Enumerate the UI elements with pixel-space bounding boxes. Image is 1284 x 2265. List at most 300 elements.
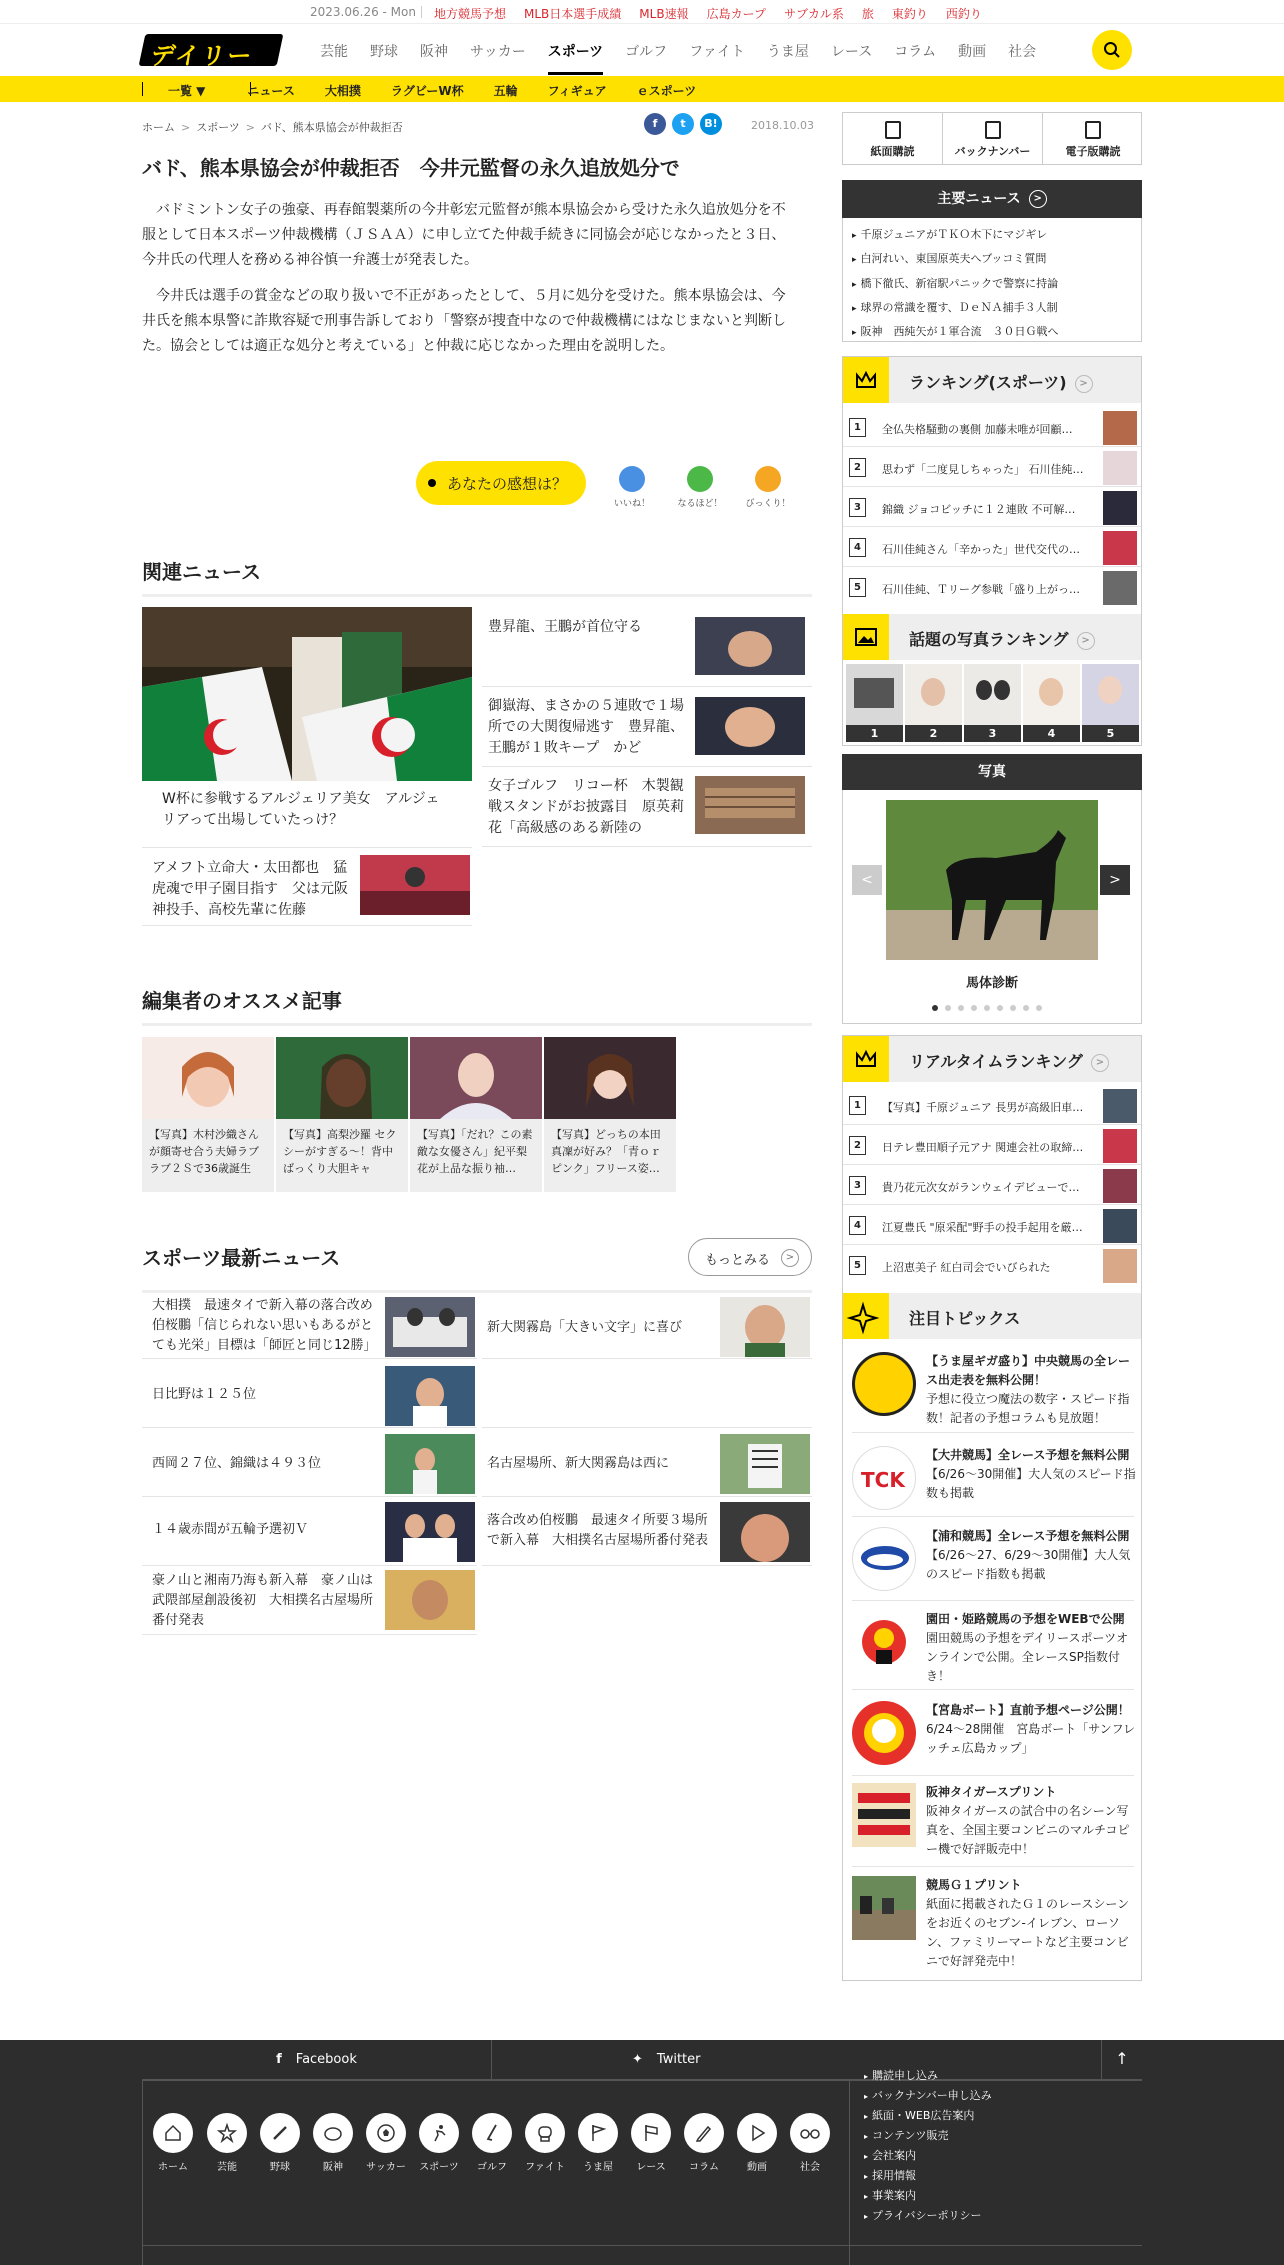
divider xyxy=(142,2245,1142,2246)
ranking-item[interactable] xyxy=(843,569,1141,607)
baseball-bat-icon xyxy=(260,2113,300,2153)
divider xyxy=(142,1634,477,1635)
tiger-icon xyxy=(313,2113,353,2153)
divider xyxy=(142,1358,477,1359)
topic-item[interactable] xyxy=(852,1783,1134,1856)
back-number-button[interactable] xyxy=(943,113,1043,164)
topic-desc: 予想に役立つ魔法の数字・スピード指数！記者の予想コラムも見放題！ xyxy=(926,1392,1130,1425)
nav-item-active[interactable]: スポーツ xyxy=(548,41,603,61)
search-button[interactable] xyxy=(1092,30,1132,70)
divider xyxy=(852,1775,1134,1776)
recommend-title: 【写真】木村沙織さんが顔寄せ合う夫婦ラブラブ２Ｓで36歳誕生 xyxy=(149,1128,259,1175)
footer-icon-home[interactable] xyxy=(153,2113,193,2173)
topic-item[interactable] xyxy=(852,1610,1134,1683)
top-link[interactable]: 東釣り xyxy=(891,7,928,21)
related-thumbnail[interactable] xyxy=(695,776,805,834)
like-reaction[interactable] xyxy=(607,466,657,509)
divider xyxy=(852,1866,1134,1867)
related-thumbnail[interactable] xyxy=(360,855,470,915)
divider xyxy=(142,2080,1142,2081)
footer-link[interactable]: ▸ 事業案内 xyxy=(864,2187,916,2203)
ranking-title: 石川佳純さん「辛かった」世代交代の… xyxy=(882,543,1080,556)
related-thumbnail[interactable] xyxy=(695,697,805,755)
footer-icon-label: サッカー xyxy=(366,2162,406,2173)
divider xyxy=(142,847,472,848)
photo-thumbnail xyxy=(905,664,962,725)
footer-icon-label: レース xyxy=(636,2162,666,2173)
realtime-ranking-heading[interactable] xyxy=(843,1036,1141,1082)
photo-rank-number: 5 xyxy=(1082,725,1139,742)
top-links xyxy=(434,5,1000,22)
recommend-card[interactable] xyxy=(410,1037,542,1192)
breadcrumb-current: バド、熊本県協会が仲裁拒否 xyxy=(261,121,403,134)
divider xyxy=(849,2080,850,2265)
subnav-item[interactable]: ラグビーW杯 xyxy=(390,84,464,98)
digital-subscribe-button[interactable] xyxy=(1043,113,1143,164)
photo-heading: 写真 xyxy=(842,754,1142,790)
search-icon xyxy=(1103,41,1121,59)
recommend-card[interactable] xyxy=(276,1037,408,1192)
realtime-ranking-item[interactable] xyxy=(843,1167,1141,1205)
rank-number: 3 xyxy=(849,1176,866,1195)
topic-desc: 【6/26〜27、6/29〜30開催】大人気のスピード指数も掲載 xyxy=(926,1548,1131,1581)
list-menu-button[interactable]: 一覧 ▼ xyxy=(168,84,206,98)
nav-item[interactable]: コラム xyxy=(894,44,937,60)
rank-number: 3 xyxy=(849,498,866,517)
footer-icon-label: 阪神 xyxy=(323,2162,343,2173)
arrow-right-icon: > xyxy=(1091,1054,1109,1072)
book-icon xyxy=(885,121,901,139)
latest-article-title[interactable]: 大相撲 最速タイで新入幕の落合改め伯桜鵬「信じられない思いもあるがとても光栄」目標は「師匠と同じ12勝」 xyxy=(152,1298,377,1353)
recommend-image xyxy=(276,1037,408,1119)
logo-text: デイリー xyxy=(148,42,256,70)
subnav-item[interactable]: 大相撲 xyxy=(324,84,361,98)
topic-title: 阪神タイガースプリント xyxy=(926,1785,1057,1799)
ranking-thumbnail xyxy=(1103,411,1137,445)
main-news-heading[interactable] xyxy=(842,180,1142,218)
footer-icon-label: ファイト xyxy=(525,2162,565,2173)
photo-ranking-item[interactable] xyxy=(846,664,903,742)
photo-rank-number: 4 xyxy=(1023,725,1080,742)
heading-label: リアルタイムランキング xyxy=(909,1052,1083,1071)
more-label: もっとみる xyxy=(705,1253,771,1268)
realtime-ranking-item[interactable] xyxy=(843,1127,1141,1165)
button-label: バックナンバー xyxy=(954,145,1031,158)
latest-thumbnail[interactable] xyxy=(385,1297,475,1357)
ranking-thumbnail xyxy=(1103,1249,1137,1283)
footer-icon-label: うま屋 xyxy=(583,2162,613,2173)
realtime-ranking-item[interactable] xyxy=(843,1247,1141,1285)
subnav-item[interactable]: ニュース xyxy=(247,84,295,98)
photo-ranking-item[interactable] xyxy=(964,664,1021,742)
back-to-top-button[interactable]: ↑ xyxy=(1102,2040,1142,2080)
footer-icon-column[interactable] xyxy=(684,2113,724,2173)
footer-icon-soccer[interactable] xyxy=(366,2113,406,2173)
button-label: 電子版購読 xyxy=(1065,145,1121,158)
photo-rank-number: 2 xyxy=(905,725,962,742)
latest-article-title[interactable]: 西岡２７位、錦織は４９３位 xyxy=(152,1456,322,1471)
topic-title: 【うま屋ギガ盛り】中央競馬の全レース出走表を無料公開！ xyxy=(926,1354,1131,1387)
recommend-heading: 編集者のオススメ記事 xyxy=(142,985,812,1026)
umaya-logo xyxy=(852,1352,916,1416)
ranking-thumbnail xyxy=(1103,1169,1137,1203)
ranking-item[interactable] xyxy=(843,409,1141,447)
chevron-right-icon: > xyxy=(181,121,191,134)
chevron-right-icon: > xyxy=(245,121,255,134)
divider xyxy=(142,1496,477,1497)
footer-icon-label: 芸能 xyxy=(217,2162,237,2173)
footer-link[interactable]: ▸ 採用情報 xyxy=(864,2167,916,2183)
footer-icon-society[interactable] xyxy=(790,2113,830,2173)
footer-icon-race[interactable] xyxy=(631,2113,671,2173)
rank-number: 2 xyxy=(849,458,866,477)
footer-icon-fight[interactable] xyxy=(525,2113,565,2173)
footer-icon-sports[interactable] xyxy=(419,2113,459,2173)
top-link[interactable]: MLB速報 xyxy=(639,7,689,21)
ranking-thumbnail xyxy=(1103,571,1137,605)
current-date: 2023.06.26 - Mon xyxy=(310,5,416,19)
ranking-title: 【写真】千原ジュニア 長男が高級旧車… xyxy=(882,1101,1084,1114)
flag-icon xyxy=(578,2113,618,2153)
arrow-right-icon: > xyxy=(1077,632,1095,650)
main-news-item[interactable]: ▸ 阪神 西純矢が１軍合流 ３０日Ｇ戦へ xyxy=(852,323,1059,339)
nav-item[interactable]: 芸能 xyxy=(320,44,348,60)
boxing-glove-icon xyxy=(525,2113,565,2153)
divider xyxy=(482,686,812,687)
latest-thumbnail[interactable] xyxy=(385,1434,475,1494)
related-article-title[interactable]: 女子ゴルフ リコー杯 木製観戦スタンドがお披露目 原英莉花「高級感のある新陸の xyxy=(488,778,684,836)
facebook-icon: f xyxy=(276,2052,282,2067)
footer-icon-label: コラム xyxy=(689,2162,719,2173)
top-link[interactable]: サブカル系 xyxy=(783,7,844,21)
topic-title: 【大井競馬】全レース予想を無料公開 xyxy=(926,1448,1130,1462)
twitter-link[interactable] xyxy=(492,2040,1102,2080)
facebook-link[interactable] xyxy=(142,2040,492,2080)
divider xyxy=(482,766,812,767)
ranking-title: 貴乃花元次女がランウェイデビューで… xyxy=(882,1181,1080,1194)
heading-label: 注目トピックス xyxy=(909,1309,1021,1328)
divider xyxy=(142,1565,477,1566)
nav-item[interactable]: 動画 xyxy=(958,44,987,60)
divider xyxy=(142,2080,143,2265)
topic-item[interactable] xyxy=(852,1701,1134,1767)
divider xyxy=(852,1516,1134,1517)
impression-prompt xyxy=(416,461,586,505)
heading-label: ランキング(スポーツ) xyxy=(909,373,1067,392)
category-subnav xyxy=(0,76,1284,102)
sonoda-logo xyxy=(852,1610,916,1674)
latest-article-title[interactable]: 日比野は１２５位 xyxy=(152,1387,257,1402)
site-logo[interactable] xyxy=(139,34,284,70)
algeria-fans-photo xyxy=(142,607,472,781)
related-main-title[interactable]: W杯に参戦するアルジェリア美女 アルジェリアって出場していたっけ？ xyxy=(162,791,440,828)
recommend-image xyxy=(142,1037,274,1119)
latest-thumbnail[interactable] xyxy=(720,1297,810,1357)
top-link[interactable]: MLB日本選手成績 xyxy=(524,7,622,21)
subnav-item[interactable]: ｅスポーツ xyxy=(636,84,697,98)
ranking-thumbnail xyxy=(1103,1209,1137,1243)
latest-thumbnail[interactable] xyxy=(720,1502,810,1562)
topic-title: 競馬Ｇ１プリント xyxy=(926,1878,1022,1892)
ranking-title: 思わず「二度見しちゃった」 石川佳純… xyxy=(882,463,1084,476)
nav-item[interactable]: うま屋 xyxy=(766,44,809,60)
tigers-print-image xyxy=(852,1783,916,1847)
divider xyxy=(852,1689,1134,1690)
footer-icon-video[interactable] xyxy=(737,2113,777,2173)
divider xyxy=(482,846,812,847)
latest-article-title[interactable]: 豪ノ山と湘南乃海も新入幕 豪ノ山は武隈部屋創設後初 大相撲名古屋場所番付発表 xyxy=(152,1573,374,1628)
main-news-item[interactable]: ▸ 球界の常識を覆す、ＤｅＮＡ捕手３人制 xyxy=(852,299,1058,315)
rank-number: 1 xyxy=(849,1096,866,1115)
horse-photo[interactable] xyxy=(886,800,1098,960)
footer-icon-label: 動画 xyxy=(747,2162,767,2173)
related-thumbnail[interactable] xyxy=(695,617,805,675)
related-article-title[interactable]: 御嶽海、まさかの５連敗で１場所での大関復帰逃す 豊昇龍、王鵬が１敗キープ かど xyxy=(488,698,684,756)
nav-item[interactable]: ファイト xyxy=(689,44,745,60)
reaction-label: いいね！ xyxy=(613,499,650,509)
photo-thumbnail xyxy=(1082,664,1139,725)
related-main-image[interactable] xyxy=(142,607,472,781)
ranking-thumbnail xyxy=(1103,531,1137,565)
recommend-image xyxy=(410,1037,542,1119)
topic-title: 【宮島ボート】直前予想ページ公開！ xyxy=(926,1703,1130,1717)
ranking-title: 全仏失格騒動の裏側 加藤未唯が回顧… xyxy=(882,423,1073,436)
footer-link[interactable]: ▸ コンテンツ販売 xyxy=(864,2127,948,2143)
main-news-item[interactable]: ▸ 橋下徹氏、新宿駅パニックで警察に持論 xyxy=(852,275,1058,291)
recommend-card[interactable] xyxy=(142,1037,274,1192)
newspaper-icon xyxy=(985,121,1001,139)
golf-club-icon xyxy=(472,2113,512,2153)
photo-prev-button[interactable]: < xyxy=(852,865,882,895)
latest-thumbnail[interactable] xyxy=(385,1502,475,1562)
runner-icon xyxy=(419,2113,459,2153)
reaction-label: なるほど！ xyxy=(677,499,723,509)
footer-icon-label: ホーム xyxy=(158,2162,188,2173)
social-label: Twitter xyxy=(656,2052,701,2067)
paper-subscribe-button[interactable] xyxy=(843,113,943,164)
divider xyxy=(482,1496,812,1497)
subnav-item[interactable]: 五輪 xyxy=(493,84,518,98)
footer-icon-label: ゴルフ xyxy=(477,2162,507,2173)
checkered-flag-icon xyxy=(631,2113,671,2153)
site-header xyxy=(0,24,1284,76)
footer-link[interactable]: ▸ 紙面・WEB広告案内 xyxy=(864,2107,974,2123)
sparkle-icon xyxy=(843,1293,889,1339)
ranking-item[interactable] xyxy=(843,449,1141,487)
rank-number: 1 xyxy=(849,418,866,437)
smile-icon xyxy=(687,466,713,492)
realtime-ranking-item[interactable] xyxy=(843,1087,1141,1125)
svg-text:TCK: TCK xyxy=(861,1468,905,1492)
rank-number: 5 xyxy=(849,1256,866,1275)
footer-link[interactable]: ▸ プライバシーポリシー xyxy=(864,2207,981,2223)
footer-icon-baseball[interactable] xyxy=(260,2113,300,2173)
main-news-item[interactable]: ▸ 千原ジュニアがＴＫＯ木下にマジギレ xyxy=(852,226,1047,242)
breadcrumb-sports[interactable]: スポーツ xyxy=(196,121,240,134)
surprise-reaction[interactable] xyxy=(743,466,793,509)
crown-icon xyxy=(843,357,889,403)
latest-news-heading: スポーツ最新ニュース xyxy=(142,1246,341,1270)
ranking-item[interactable] xyxy=(843,529,1141,567)
related-article-title[interactable]: アメフト立命大・太田都也 猛虎魂で甲子園目指す 父は元阪神投手、高校先輩に佐藤 xyxy=(152,860,348,918)
footer-icon-label: 社会 xyxy=(800,2162,820,2173)
latest-article-title[interactable]: 新大関霧島「大きい文字」に喜び xyxy=(487,1320,683,1335)
recommend-title: 【写真】「だれ？この素敵な女優さん」紀平梨花が上品な振り袖… xyxy=(417,1128,533,1175)
top-link[interactable]: 広島カープ xyxy=(706,7,766,21)
topics-heading xyxy=(843,1293,1141,1339)
twitter-icon: ✦ xyxy=(632,2052,643,2067)
heading-label: 主要ニュース xyxy=(937,191,1021,207)
nav-item[interactable]: 社会 xyxy=(1008,44,1037,60)
ranking-item[interactable] xyxy=(843,489,1141,527)
subnav-items xyxy=(142,82,726,99)
social-label: Facebook xyxy=(295,2052,357,2067)
photo-thumbnail xyxy=(1023,664,1080,725)
top-link[interactable]: 旅 xyxy=(861,7,874,21)
urawa-logo xyxy=(852,1527,916,1591)
divider xyxy=(142,1290,812,1293)
footer-link[interactable]: ▸ 購読申し込み xyxy=(864,2067,938,2083)
footer-icon-umaya[interactable] xyxy=(578,2113,618,2173)
latest-thumbnail[interactable] xyxy=(385,1570,475,1630)
image-icon xyxy=(843,614,889,660)
recommend-title: 【写真】高梨沙羅 セクシーがすぎる〜！背中ばっくり大胆キャ xyxy=(283,1128,397,1175)
topic-item[interactable] xyxy=(852,1446,1134,1506)
photo-rank-number: 3 xyxy=(964,725,1021,742)
latest-article-title[interactable]: １４歳赤間が五輪予選初Ｖ xyxy=(152,1522,309,1537)
recommend-image xyxy=(544,1037,676,1119)
footer-link[interactable]: ▸ バックナンバー申し込み xyxy=(864,2087,992,2103)
topic-desc: 【6/26〜30開催】大人気のスピード指数も掲載 xyxy=(926,1467,1136,1500)
topic-desc: 阪神タイガースの試合中の名シーン写真を、全国主要コンビニのマルチコピー機で好評販売中！ xyxy=(926,1804,1130,1856)
related-news-heading: 関連ニュース xyxy=(142,556,812,597)
publish-date: 2018.10.03 xyxy=(751,119,814,132)
heading-label: 話題の写真ランキング xyxy=(909,630,1069,649)
photo-next-button[interactable]: > xyxy=(1100,865,1130,895)
arrow-right-icon: > xyxy=(1029,190,1047,208)
divider xyxy=(482,1358,812,1359)
nav-item[interactable]: レース xyxy=(830,44,873,60)
latest-article-title[interactable]: 名古屋場所、新大関霧島は西に xyxy=(487,1456,670,1471)
related-article-title[interactable]: 豊昇龍、王鵬が首位守る xyxy=(488,619,642,635)
footer-icon-entertainment[interactable] xyxy=(207,2113,247,2173)
thumbs-up-icon xyxy=(619,466,645,492)
breadcrumb-home[interactable]: ホーム xyxy=(142,121,175,134)
divider xyxy=(852,1600,1134,1601)
play-icon xyxy=(737,2113,777,2153)
topic-item[interactable] xyxy=(852,1876,1134,1966)
divider xyxy=(852,1432,1134,1433)
nav-item[interactable]: サッカー xyxy=(470,44,526,60)
recommend-title: 【写真】どっちの本田真凜が好み？「青ｏｒピンク」フリース姿… xyxy=(551,1128,661,1175)
glasses-icon xyxy=(790,2113,830,2153)
topic-desc: 紙面に掲載されたＧ１のレースシーンをお近くのセブン-イレブン、ローソン、ファミリーマートなど主要コンビニで好評発売中！ xyxy=(926,1897,1130,1968)
realtime-ranking-item[interactable] xyxy=(843,1207,1141,1245)
latest-article-title[interactable]: 落合改め伯桜鵬 最速タイ所要３場所で新入幕 大相撲名古屋場所番付発表 xyxy=(487,1513,709,1548)
photo-ranking-item[interactable] xyxy=(1082,664,1139,742)
nav-item[interactable]: ゴルフ xyxy=(625,44,668,60)
rank-number: 4 xyxy=(849,538,866,557)
ranking-title: 上沼恵美子 紅白司会でいびられた xyxy=(882,1261,1051,1274)
top-link[interactable]: 西釣り xyxy=(945,7,982,21)
top-link[interactable]: 地方競馬予想 xyxy=(434,7,507,21)
photo-rank-number: 1 xyxy=(846,725,903,742)
reaction-label: びっくり！ xyxy=(745,499,791,509)
ranking-thumbnail xyxy=(1103,1089,1137,1123)
divider xyxy=(482,1565,812,1566)
photo-ranking-item[interactable] xyxy=(905,664,962,742)
footer-link[interactable]: ▸ 会社案内 xyxy=(864,2147,916,2163)
recommend-card[interactable] xyxy=(544,1037,676,1192)
nav-item[interactable]: 野球 xyxy=(370,44,398,60)
footer-icon-golf[interactable] xyxy=(472,2113,512,2173)
photo-ranking-heading[interactable] xyxy=(843,614,1141,660)
subnav-item[interactable]: フィギュア xyxy=(547,84,607,98)
latest-thumbnail[interactable] xyxy=(385,1366,475,1426)
carousel-dots[interactable] xyxy=(932,1000,1052,1006)
rank-number: 5 xyxy=(849,578,866,597)
footer-icon-hanshin[interactable] xyxy=(313,2113,353,2173)
miyajima-boat-logo xyxy=(852,1701,916,1765)
pen-icon xyxy=(684,2113,724,2153)
arrow-right-icon: > xyxy=(781,1249,799,1267)
arrow-right-icon: > xyxy=(1075,375,1093,393)
main-nav xyxy=(320,41,1058,61)
article-paragraph: バドミントン女子の強豪、再春館製薬所の今井彰宏元監督が熊本県協会から受けた永久追放処分を不服として日本スポーツ仲裁機構（ＪＳＡＡ）に申し立てた仲裁手続きに同協会が応じなかったと３日、今井氏の代理人を務める神谷慎一弁護士が発表した。 xyxy=(142,202,786,268)
ranking-thumbnail xyxy=(1103,451,1137,485)
home-icon xyxy=(153,2113,193,2153)
rank-number: 2 xyxy=(849,1136,866,1155)
facebook-share-button[interactable]: f xyxy=(644,113,666,135)
footer-icon-label: 野球 xyxy=(270,2162,290,2173)
surprise-icon xyxy=(755,466,781,492)
star-icon xyxy=(207,2113,247,2153)
ranking-title: 錦織 ジョコビッチに１２連敗 不可解… xyxy=(882,503,1076,516)
ranking-thumbnail xyxy=(1103,491,1137,525)
top-strip xyxy=(0,0,1284,24)
crown-icon xyxy=(843,1036,889,1082)
divider xyxy=(142,1427,477,1428)
subscription-buttons xyxy=(842,112,1142,165)
dot-icon xyxy=(428,479,436,487)
topic-title: 園田・姫路競馬の予想をWEBで公開 xyxy=(926,1612,1125,1626)
rank-number: 4 xyxy=(849,1216,866,1235)
more-button[interactable] xyxy=(688,1238,812,1276)
latest-thumbnail[interactable] xyxy=(720,1434,810,1494)
nav-item[interactable]: 阪神 xyxy=(420,44,448,60)
divider xyxy=(421,6,422,18)
article-title: バド、熊本県協会が仲裁拒否 今井元監督の永久追放処分で xyxy=(142,156,680,180)
article-paragraph: 今井氏は選手の賞金などの取り扱いで不正があったとして、５月に処分を受けた。熊本県協会は、今井氏を熊本県警に詐欺容疑で刑事告訴しており「警察が捜査中なので仲裁機構にはなじまないと判断した。協会としては適正な処分と考えている」と仲裁に応じなかった理由を説明した。 xyxy=(142,288,786,354)
topic-item[interactable] xyxy=(852,1352,1134,1432)
ranking-heading[interactable] xyxy=(843,357,1141,403)
footer-icon-label: スポーツ xyxy=(419,2162,459,2173)
tablet-icon xyxy=(1085,121,1101,139)
topic-desc: 6/24〜28開催 宮島ボート「サンフレッチェ広島カップ」 xyxy=(926,1722,1136,1755)
twitter-share-button[interactable]: t xyxy=(672,113,694,135)
button-label: 紙面購読 xyxy=(870,145,915,158)
tck-logo xyxy=(852,1446,916,1510)
divider xyxy=(482,1427,812,1428)
ranking-thumbnail xyxy=(1103,1129,1137,1163)
hatena-share-button[interactable]: B! xyxy=(700,113,722,135)
photo-ranking-item[interactable] xyxy=(1023,664,1080,742)
g1-print-image xyxy=(852,1876,916,1940)
agree-reaction[interactable] xyxy=(675,466,725,509)
main-news-item[interactable]: ▸ 白河れい、東国原英夫へブッコミ質問 xyxy=(852,250,1046,266)
topic-item[interactable] xyxy=(852,1527,1134,1591)
photo-thumbnail xyxy=(964,664,1021,725)
